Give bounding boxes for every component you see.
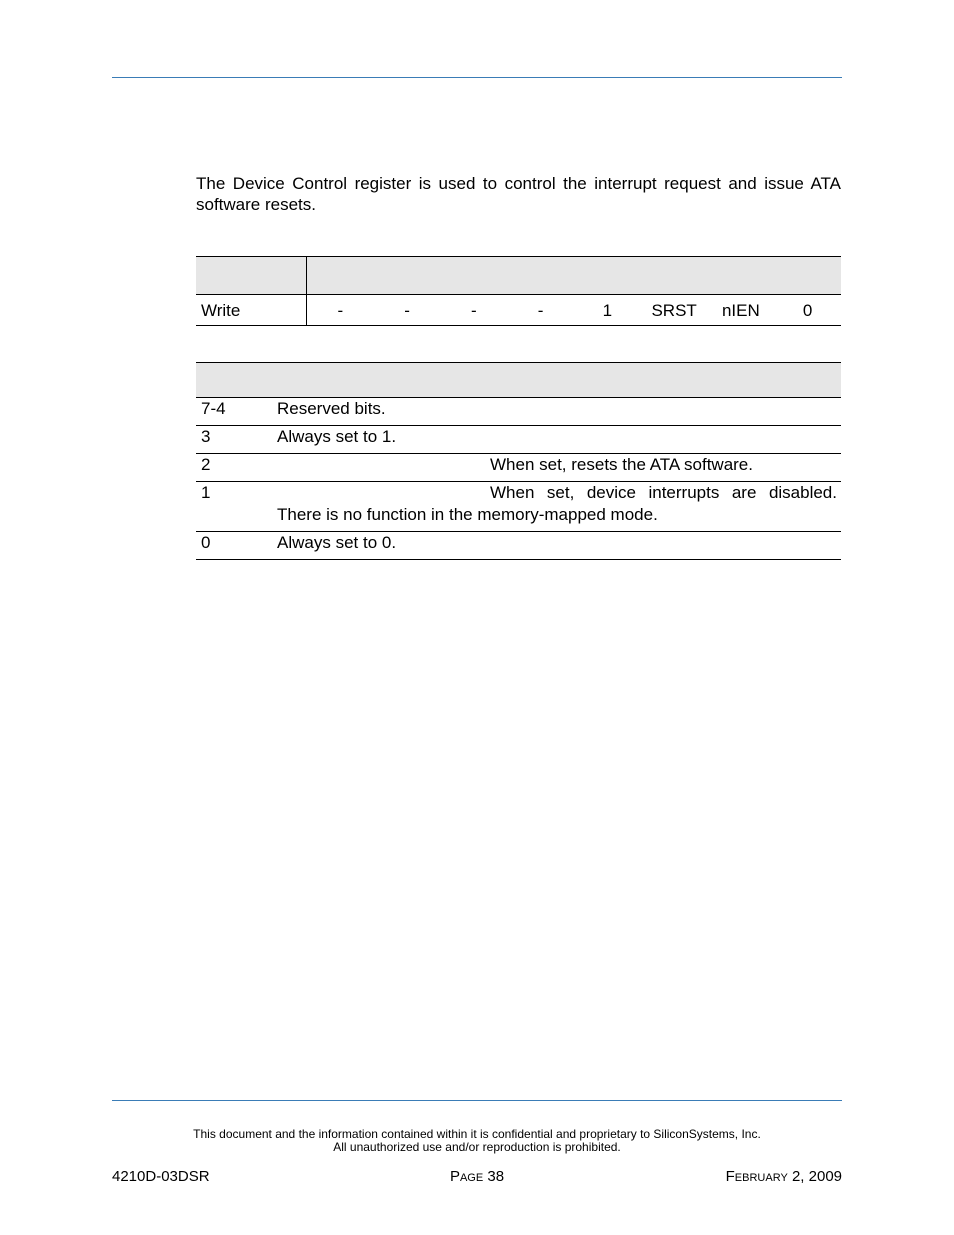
intro-paragraph: The Device Control register is used to control the interrupt request and issue ATA software resets. <box>196 174 841 214</box>
bit-description: When set, resets the ATA software. <box>490 455 753 474</box>
page-label-rest: AGE <box>459 1172 484 1184</box>
register-bit-1: nIEN <box>721 301 760 320</box>
bit-description-row <box>196 532 841 560</box>
page-number-value: 38 <box>487 1168 505 1185</box>
register-bit-5: - <box>471 301 477 320</box>
date-month-rest: EBRUARY <box>734 1172 788 1184</box>
register-table <box>196 256 841 326</box>
footer-rule <box>112 1100 842 1101</box>
register-bit-3: 1 <box>602 301 613 320</box>
bit-description-row <box>196 426 841 454</box>
bit-description-row <box>196 398 841 426</box>
page-label-initial: P <box>449 1168 460 1185</box>
bit-description: When set, device interrupts are disabled. There is no function in the memory-mapped mode. <box>277 483 837 524</box>
register-bits <box>307 301 841 321</box>
register-table-header <box>196 256 841 295</box>
header-rule <box>112 77 842 78</box>
bit-number: 0 <box>201 533 211 552</box>
bit-description: Reserved bits. <box>277 399 386 418</box>
register-bit-2: SRST <box>651 301 697 320</box>
confidentiality-notice: This document and the information contained within it is confidential and proprietary to SiliconSystems, Inc. <box>193 1127 761 1141</box>
bit-description: Always set to 0. <box>277 533 397 552</box>
bit-number: 7-4 <box>201 399 226 418</box>
register-row-write <box>196 295 841 326</box>
register-bit-7: - <box>337 301 344 320</box>
date-day-year: 2, 2009 <box>791 1168 842 1185</box>
document-id: 4210D-03DSR <box>112 1168 210 1185</box>
bit-number: 2 <box>201 455 211 474</box>
document-date <box>726 1168 842 1185</box>
bit-number: 3 <box>201 427 211 446</box>
register-bit-6: - <box>404 301 410 320</box>
bit-description-table <box>196 362 841 560</box>
date-month-initial: F <box>725 1168 735 1185</box>
register-bit-4: - <box>537 301 544 320</box>
reproduction-notice: All unauthorized use and/or reproduction is prohibited. <box>333 1140 621 1154</box>
register-bit-0: 0 <box>802 301 813 320</box>
bit-description-row <box>196 454 841 482</box>
bit-description-header <box>196 362 841 398</box>
bit-description: Always set to 1. <box>277 427 397 446</box>
register-divider <box>306 256 307 325</box>
bit-number: 1 <box>201 483 211 502</box>
register-op: Write <box>201 301 241 320</box>
bit-description-row <box>196 482 841 532</box>
